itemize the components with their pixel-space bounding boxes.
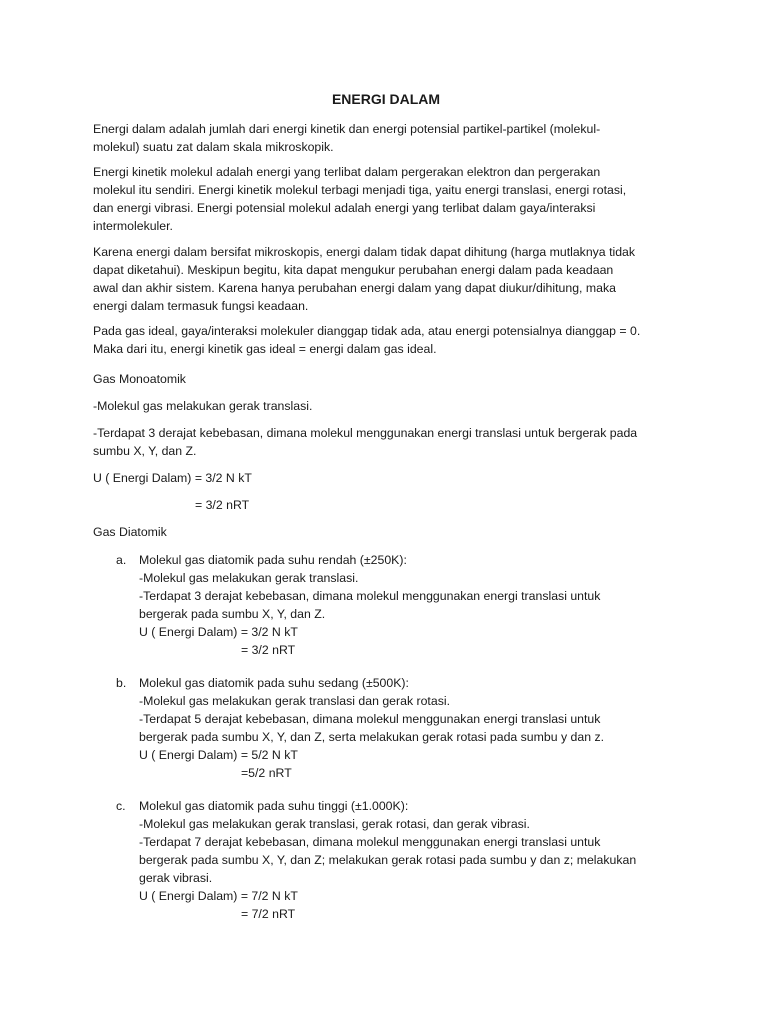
text-line: -Molekul gas melakukan gerak translasi dan gerak rotasi.	[139, 694, 450, 708]
text-line: -Terdapat 7 derajat kebebasan, dimana molekul menggunakan energi translasi untuk	[139, 835, 601, 849]
equation-nkt: U ( Energi Dalam) = 5/2 N kT	[139, 748, 298, 762]
equation-nkt: U ( Energi Dalam) = 7/2 N kT	[139, 889, 298, 903]
paragraph-kinetic-energy	[93, 163, 679, 235]
text-line: Molekul gas diatomik pada suhu tinggi (±1.000K):	[139, 799, 409, 813]
text-line: Molekul gas diatomik pada suhu rendah (±250K):	[139, 553, 407, 567]
monoatomic-point-degrees	[93, 424, 679, 460]
text-line: Energi kinetik molekul adalah energi yang terlibat dalam pergerakan elektron dan pergerakan	[93, 165, 601, 179]
heading-diatomic: Gas Diatomik	[93, 525, 167, 539]
list-marker: c.	[116, 799, 126, 813]
equation-nrt: = 7/2 nRT	[241, 907, 296, 921]
text-line: -Terdapat 3 derajat kebebasan, dimana molekul menggunakan energi translasi untuk bergerak pada	[93, 426, 638, 440]
equation-nrt: = 3/2 nRT	[241, 643, 296, 657]
text-line: Pada gas ideal, gaya/interaksi molekuler dianggap tidak ada, atau energi potensialnya dianggap = 0.	[93, 324, 641, 338]
text-line: bergerak pada sumbu X, Y, dan Z.	[139, 607, 326, 621]
monoatomic-point-translation: -Molekul gas melakukan gerak translasi.	[93, 399, 313, 413]
list-marker: a.	[116, 553, 127, 567]
text-line: -Terdapat 5 derajat kebebasan, dimana molekul menggunakan energi translasi untuk	[139, 712, 601, 726]
text-line: gerak vibrasi.	[139, 871, 213, 885]
text-line: molekul itu sendiri. Energi kinetik molekul terbagi menjadi tiga, yaitu energi translasi, energi rotasi,	[93, 183, 627, 197]
text-line: -Terdapat 3 derajat kebebasan, dimana molekul menggunakan energi translasi untuk	[139, 589, 601, 603]
list-marker: b.	[116, 676, 127, 690]
paragraph-microscopic	[93, 243, 679, 315]
text-line: bergerak pada sumbu X, Y, dan Z; melakukan gerak rotasi pada sumbu y dan z; melakukan	[139, 853, 637, 867]
text-line: bergerak pada sumbu X, Y, dan Z, serta melakukan gerak rotasi pada sumbu y dan z.	[139, 730, 605, 744]
monoatomic-equation-nrt: = 3/2 nRT	[195, 498, 250, 512]
text-line: sumbu X, Y, dan Z.	[93, 444, 197, 458]
equation-nrt: =5/2 nRT	[241, 766, 292, 780]
text-line: Karena energi dalam bersifat mikroskopis, energi dalam tidak dapat dihitung (harga mutlaknya tidak	[93, 245, 636, 259]
text-line: Energi dalam adalah jumlah dari energi kinetik dan energi potensial partikel-partikel (molekul-	[93, 122, 601, 136]
heading-monoatomic: Gas Monoatomik	[93, 372, 186, 386]
text-line: energi dalam termasuk fungsi keadaan.	[93, 299, 309, 313]
text-line: molekul) suatu zat dalam skala mikroskopik.	[93, 140, 334, 154]
text-line: intermolekuler.	[93, 219, 173, 233]
paragraph-definition	[93, 120, 679, 156]
equation-nkt: U ( Energi Dalam) = 3/2 N kT	[139, 625, 298, 639]
text-line: dapat diketahui). Meskipun begitu, kita dapat mengukur perubahan energi dalam pada keadaan	[93, 263, 614, 277]
paragraph-ideal-gas	[93, 322, 679, 358]
text-line: -Molekul gas melakukan gerak translasi.	[139, 571, 359, 585]
text-line: -Molekul gas melakukan gerak translasi, gerak rotasi, dan gerak vibrasi.	[139, 817, 530, 831]
monoatomic-equation-nkt: U ( Energi Dalam) = 3/2 N kT	[93, 471, 252, 485]
page-title: ENERGI DALAM	[331, 91, 441, 107]
text-line: Molekul gas diatomik pada suhu sedang (±500K):	[139, 676, 409, 690]
text-line: dan energi vibrasi. Energi potensial molekul adalah energi yang terlibat dalam gaya/interaksi	[93, 201, 596, 215]
text-line: awal dan akhir sistem. Karena hanya perubahan energi dalam yang dapat diukur/dihitung, maka	[93, 281, 616, 295]
text-line: Maka dari itu, energi kinetik gas ideal = energi dalam gas ideal.	[93, 342, 437, 356]
